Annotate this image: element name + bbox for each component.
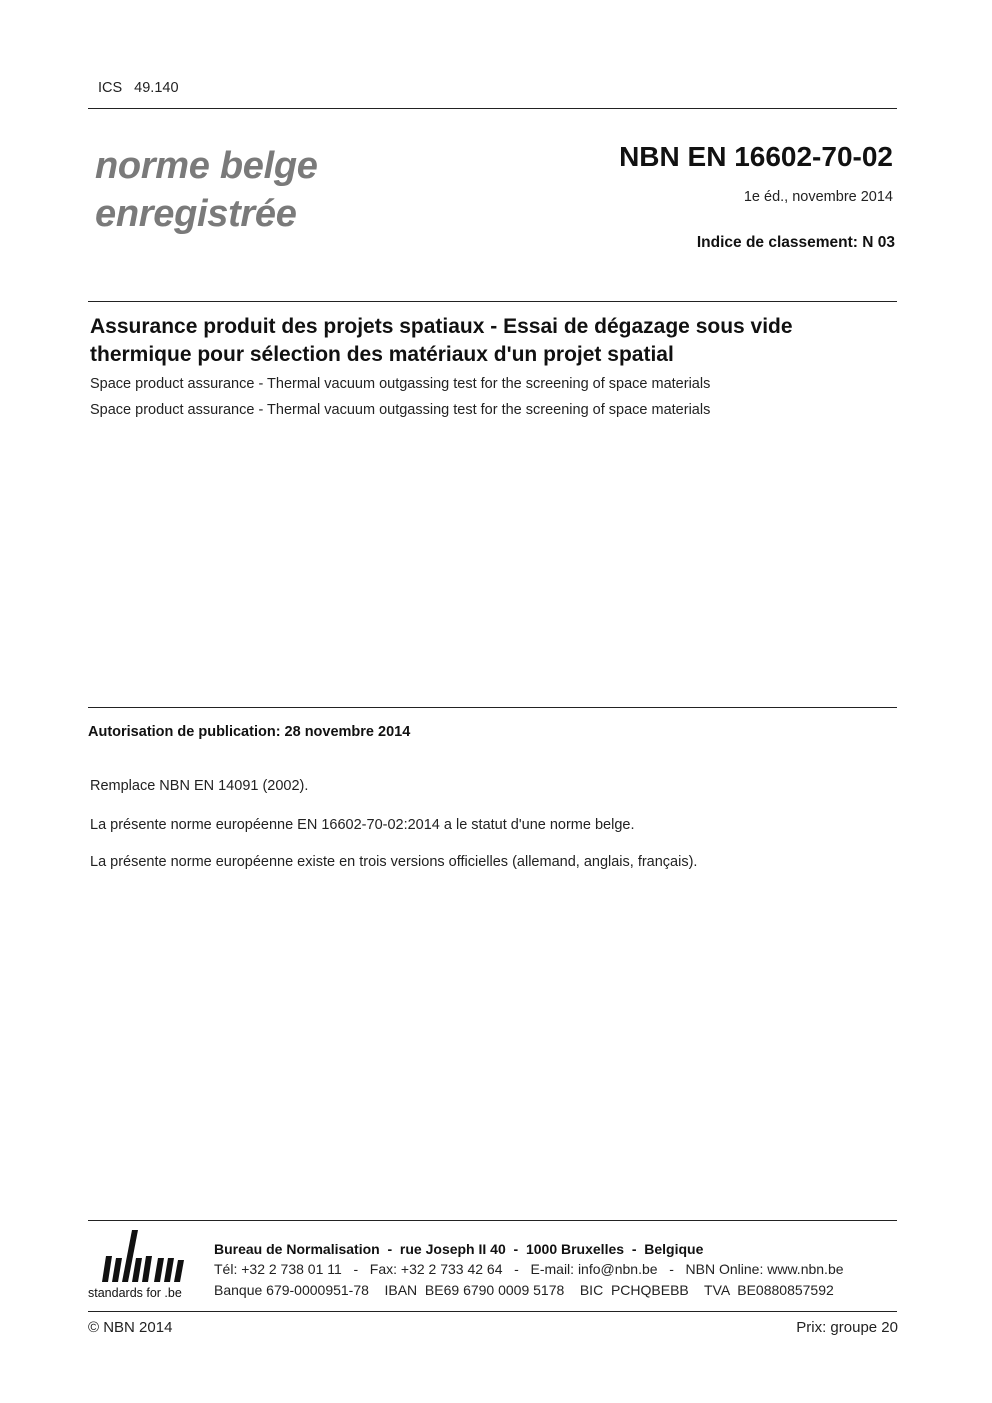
standard-number: NBN EN 16602-70-02 (619, 141, 893, 172)
title-german: Space product assurance - Thermal vacuum outgassing test for the screening of space materials (90, 402, 711, 418)
footer-contact-text: Tél: +32 2 738 01 11 - Fax: +32 2 733 42 64 - E-mail: info@nbn.be - NBN Online: www.nbn.be (214, 1261, 844, 1277)
note-replaces: Remplace NBN EN 14091 (2002). (90, 778, 309, 794)
footer-address-text: Bureau de Normalisation - rue Joseph II 40 - 1000 Bruxelles - Belgique (214, 1241, 704, 1257)
footer-address (214, 1241, 703, 1257)
note-versions: La présente norme européenne existe en trois versions officielles (allemand, anglais, français). (90, 854, 698, 870)
title-french-line-1: Assurance produit des projets spatiaux - Essai de dégazage sous vide (90, 315, 793, 338)
logo-tagline: standards for .be (88, 1286, 182, 1300)
footer-bank-text: Banque 679-0000951-78 IBAN BE69 6790 0009 5178 BIC PCHQBEBB TVA BE0880857592 (214, 1282, 834, 1298)
title-english: Space product assurance - Thermal vacuum outgassing test for the screening of space materials (90, 376, 711, 392)
note-status: La présente norme européenne EN 16602-70-02:2014 a le statut d'une norme belge. (90, 817, 635, 833)
publication-label: Autorisation de publication: (88, 724, 281, 740)
ics-label: ICS (98, 80, 123, 96)
ics-code (98, 80, 179, 96)
footer-contact (214, 1261, 844, 1277)
edition-date: 1e éd., novembre 2014 (743, 189, 893, 205)
publication-date: 28 novembre 2014 (284, 724, 411, 740)
publication-authorization (88, 724, 410, 740)
nbn-logo-icon (88, 1228, 200, 1284)
publication-divider (88, 707, 897, 708)
title-french-line-2: thermique pour sélection des matériaux d'un projet spatial (90, 343, 674, 366)
price-group: Prix: groupe 20 (796, 1319, 898, 1336)
nbn-logo (88, 1228, 200, 1306)
bottom-divider (88, 1311, 897, 1312)
title-french (90, 313, 793, 369)
status-line-1: norme belge (95, 145, 318, 187)
document-status (95, 142, 318, 238)
copyright: © NBN 2014 (88, 1319, 173, 1336)
title-divider (88, 301, 897, 302)
status-line-2: enregistrée (95, 193, 297, 235)
classification-index: Indice de classement: N 03 (696, 234, 895, 251)
footer-bank (214, 1282, 834, 1298)
footer-divider (88, 1220, 897, 1221)
ics-value: 49.140 (134, 80, 179, 96)
header-divider (88, 108, 897, 109)
